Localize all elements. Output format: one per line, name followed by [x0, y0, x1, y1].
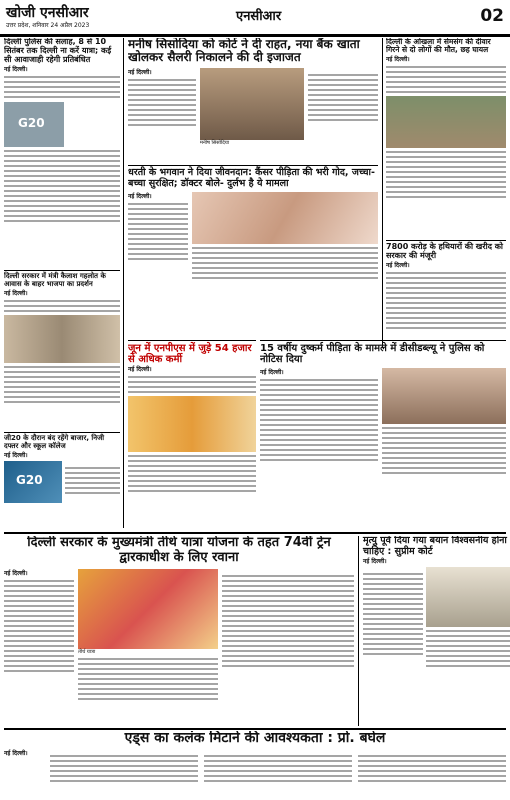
byline: नई दिल्ली। [386, 55, 410, 63]
body-text-2 [4, 150, 120, 222]
story-dcw-notice [260, 340, 506, 531]
story-g20-advisory [4, 38, 120, 268]
g20-photo [4, 102, 64, 147]
byline: नई दिल्ली। [128, 366, 152, 374]
body-text [4, 300, 120, 312]
body-text [4, 76, 120, 98]
sisodia-photo [200, 68, 304, 140]
headline: जून में एनपीएस में जुड़े 54 हजार से अधिक कर्मी [128, 343, 252, 366]
masthead [0, 0, 510, 37]
rescue-photo [386, 96, 506, 148]
column-rule-right [382, 38, 383, 348]
body-text [128, 203, 188, 260]
byline: नई दिल्ली। [4, 65, 28, 73]
body-text-2 [204, 752, 352, 785]
headline: दिल्ली के ओखला में सेमसंग की दीवार गिरने से दो लोगों की मौत, छह घायल [386, 38, 491, 55]
headline: दिल्ली सरकार में मंत्री कैलाश गहलोत के आवास के बाहर भाजपा का प्रदर्शन [4, 272, 106, 288]
body-text-2 [4, 366, 120, 403]
headline: जी20 के दौरान बंद रहेंगे बाजार, निजी दफ्तर और स्कूल कॉलेज [4, 434, 105, 450]
headline: 7800 करोड़ के हथियारों की खरीद को सरकार की मंजूरी [386, 242, 503, 260]
byline: नई दिल्ली। [4, 570, 28, 578]
page-number: 02 [480, 6, 504, 26]
byline: नई दिल्ली। [128, 68, 152, 76]
photo-caption: तीर्थ यात्रा [78, 649, 96, 656]
body-text [386, 66, 506, 93]
headline: 15 वर्षीय दुष्कर्म पीड़िता के मामले में डीसीडब्ल्यू ने पुलिस को नोटिस दिया [260, 343, 485, 366]
headline: दिल्ली सरकार के मुख्यमंत्री तीर्थ यात्रा योजना के तहत 74वीं ट्रेन द्वारकाधीश के लिए रवाना [27, 536, 331, 565]
headline: मनीष सिसोदिया को कोर्ट ने दी राहत, नया बैंक खाता खोलकर सैलरी निकालने की दी इजाजत [128, 38, 360, 65]
body-text-3 [222, 572, 354, 703]
newborn-photo [192, 192, 378, 244]
story-pilgrimage-train [4, 536, 354, 726]
story-lead-sisodia [128, 38, 378, 160]
photo-label: G20 [18, 115, 45, 130]
body-text [363, 570, 423, 670]
body-text [128, 79, 196, 126]
swati-photo [382, 368, 506, 424]
story-supreme-court [358, 536, 510, 726]
headline: मृत्यु पूर्व दिया गया बयान विश्वसनीय होना चाहिए : सुप्रीम कोर्ट [363, 536, 507, 557]
story-aids-stigma [4, 731, 506, 797]
headline: दिल्ली पुलिस की सलाह, 8 से 10 सितंबर तक दिल्ली ना करें यात्रा; कई सी आवाजाही रहेगी प्रतिबंधित [4, 38, 112, 64]
byline: नई दिल्ली। [260, 369, 284, 377]
body-text [260, 379, 378, 461]
body-text-2 [308, 71, 378, 146]
brand-name: खोजी एनसीआर [6, 5, 89, 21]
issue-line: उत्तर प्रदेश, शनिवार 24 अप्रैल 2023 [6, 22, 90, 29]
body-text [4, 580, 74, 672]
story-cancer-miracle [128, 165, 378, 338]
g20-logo-photo [4, 461, 62, 503]
section-title: एनसीआर [236, 9, 282, 24]
nps-photo [128, 396, 256, 452]
body-text-2 [128, 455, 256, 492]
section-divider-2 [4, 728, 506, 730]
body-text [65, 464, 120, 503]
byline: नई दिल्ली। [363, 558, 387, 566]
byline: नई दिल्ली। [4, 289, 28, 297]
byline: नई दिल्ली। [4, 451, 28, 459]
story-7800-crore [386, 240, 506, 349]
headline: एड्स का कलंक मिटाने की आवश्यकता : प्रो. बघेल [124, 731, 386, 746]
byline: नई दिल्ली। [386, 261, 410, 269]
section-divider [4, 532, 506, 534]
pilgrimage-photo [78, 569, 218, 649]
body-text [128, 376, 256, 393]
body-text-3 [358, 752, 506, 785]
protest-photo [4, 315, 120, 363]
story-nps [128, 340, 256, 531]
body-text-2 [382, 427, 506, 474]
body-text [386, 272, 506, 329]
column-rule-left [123, 38, 124, 528]
story-gehlot-protest [4, 270, 120, 433]
body-text [50, 752, 198, 785]
photo-caption: मनीष सिसोदिया [200, 139, 230, 146]
byline: नई दिल्ली। [128, 193, 152, 201]
body-text-2 [426, 630, 510, 667]
body-text-2 [78, 658, 218, 700]
court-photo [426, 567, 510, 627]
story-g20-markets [4, 432, 120, 531]
photo-label: G20 [16, 472, 43, 487]
headline: धरती के भगवान ने दिया जीवनदान: कैंसर पीड़िता की भरी गोद, जच्चा-बच्चा सुरक्षित; डॉक्टर बोले- दुर्लभ है ये मामला [128, 167, 375, 189]
story-wall-collapse [386, 38, 506, 238]
body-text-2 [192, 247, 378, 279]
body-text-2 [386, 151, 506, 198]
byline: नई दिल्ली। [4, 749, 28, 757]
